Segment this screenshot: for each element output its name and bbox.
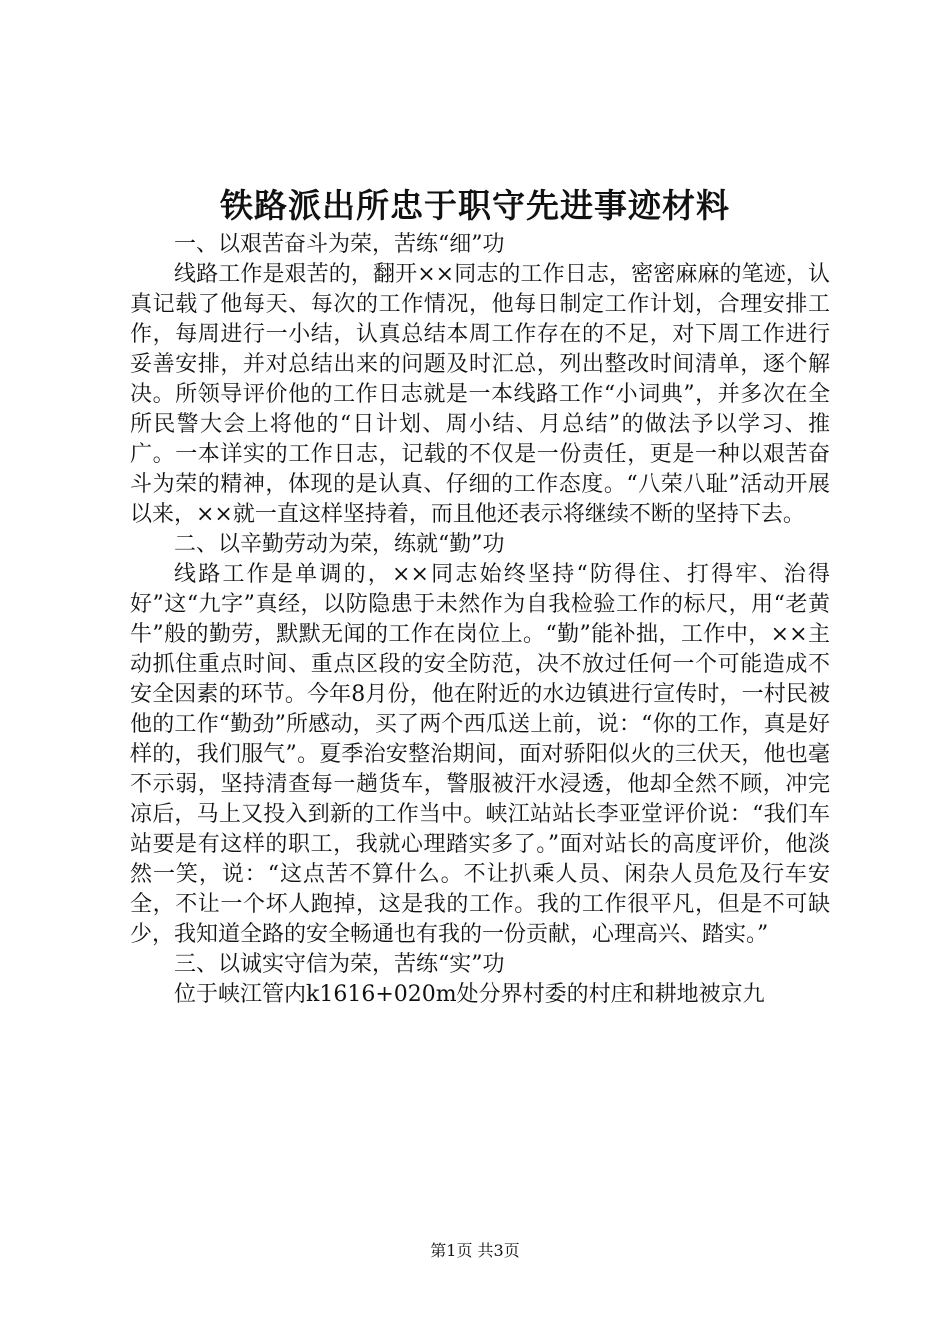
section-2-heading: 二、以辛勤劳动为荣，练就“勤”功 bbox=[174, 532, 505, 557]
section-1-heading: 一、以艰苦奋斗为荣，苦练“细”功 bbox=[174, 232, 505, 257]
section-3-heading: 三、以诚实守信为荣，苦练“实”功 bbox=[174, 952, 505, 977]
section-1-paragraph: 线路工作是艰苦的，翻开××同志的工作日志，密密麻麻的笔迹，认真记载了他每天、每次的工作情况，他每日制定工作计划，合理安排工作，每周进行一小结，认真总结本周工作存在的不足，对下周工作进行妥善安排，并对总结出来的问题及时汇总，列出整改时间清单，逐个解决。所领导评价他的工作日志就是一本线路工作“小词典”，并多次在全所民警大会上将他的“日计划、周小结、月总结”的做法予以学习、推广。一本详实的工作日志，记载的不仅是一份责任，更是一种以艰苦奋斗为荣的精神，体现的是认真、仔细的工作态度。“八荣八耻”活动开展以来，××就一直这样坚持着，而且他还表示将继续不断的坚持下去。 bbox=[130, 262, 830, 527]
document-body bbox=[130, 230, 830, 1010]
section-3-paragraph: 位于峡江管内k1616+020m处分界村委的村庄和耕地被京九 bbox=[174, 982, 765, 1007]
document-title: 铁路派出所忠于职守先进事迹材料 bbox=[220, 186, 730, 225]
section-2-paragraph: 线路工作是单调的，××同志始终坚持“防得住、打得牢、治得好”这“九字”真经，以防隐患于未然作为自我检验工作的标尺，用“老黄牛”般的勤劳，默默无闻的工作在岗位上。“勤”能补拙，工作中，××主动抓住重点时间、重点区段的安全防范，决不放过任何一个可能造成不安全因素的环节。今年8月份，他在附近的水边镇进行宣传时，一村民被他的工作“勤劲”所感动，买了两个西瓜送上前，说：“你的工作，真是好样的，我们服气”。夏季治安整治期间，面对骄阳似火的三伏天，他也毫不示弱，坚持清查每一趟货车，警服被汗水浸透，他却全然不顾，冲完凉后，马上又投入到新的工作当中。峡江站站长李亚堂评价说：“我们车站要是有这样的职工，我就心理踏实多了。”面对站长的高度评价，他淡然一笑，说：“这点苦不算什么。不让扒乘人员、闲杂人员危及行车安全，不让一个坏人跑掉，这是我的工作。我的工作很平凡，但是不可缺少，我知道全路的安全畅通也有我的一份贡献，心理高兴、踏实。” bbox=[130, 562, 830, 947]
page-footer: 第1页 共3页 bbox=[430, 1241, 520, 1260]
